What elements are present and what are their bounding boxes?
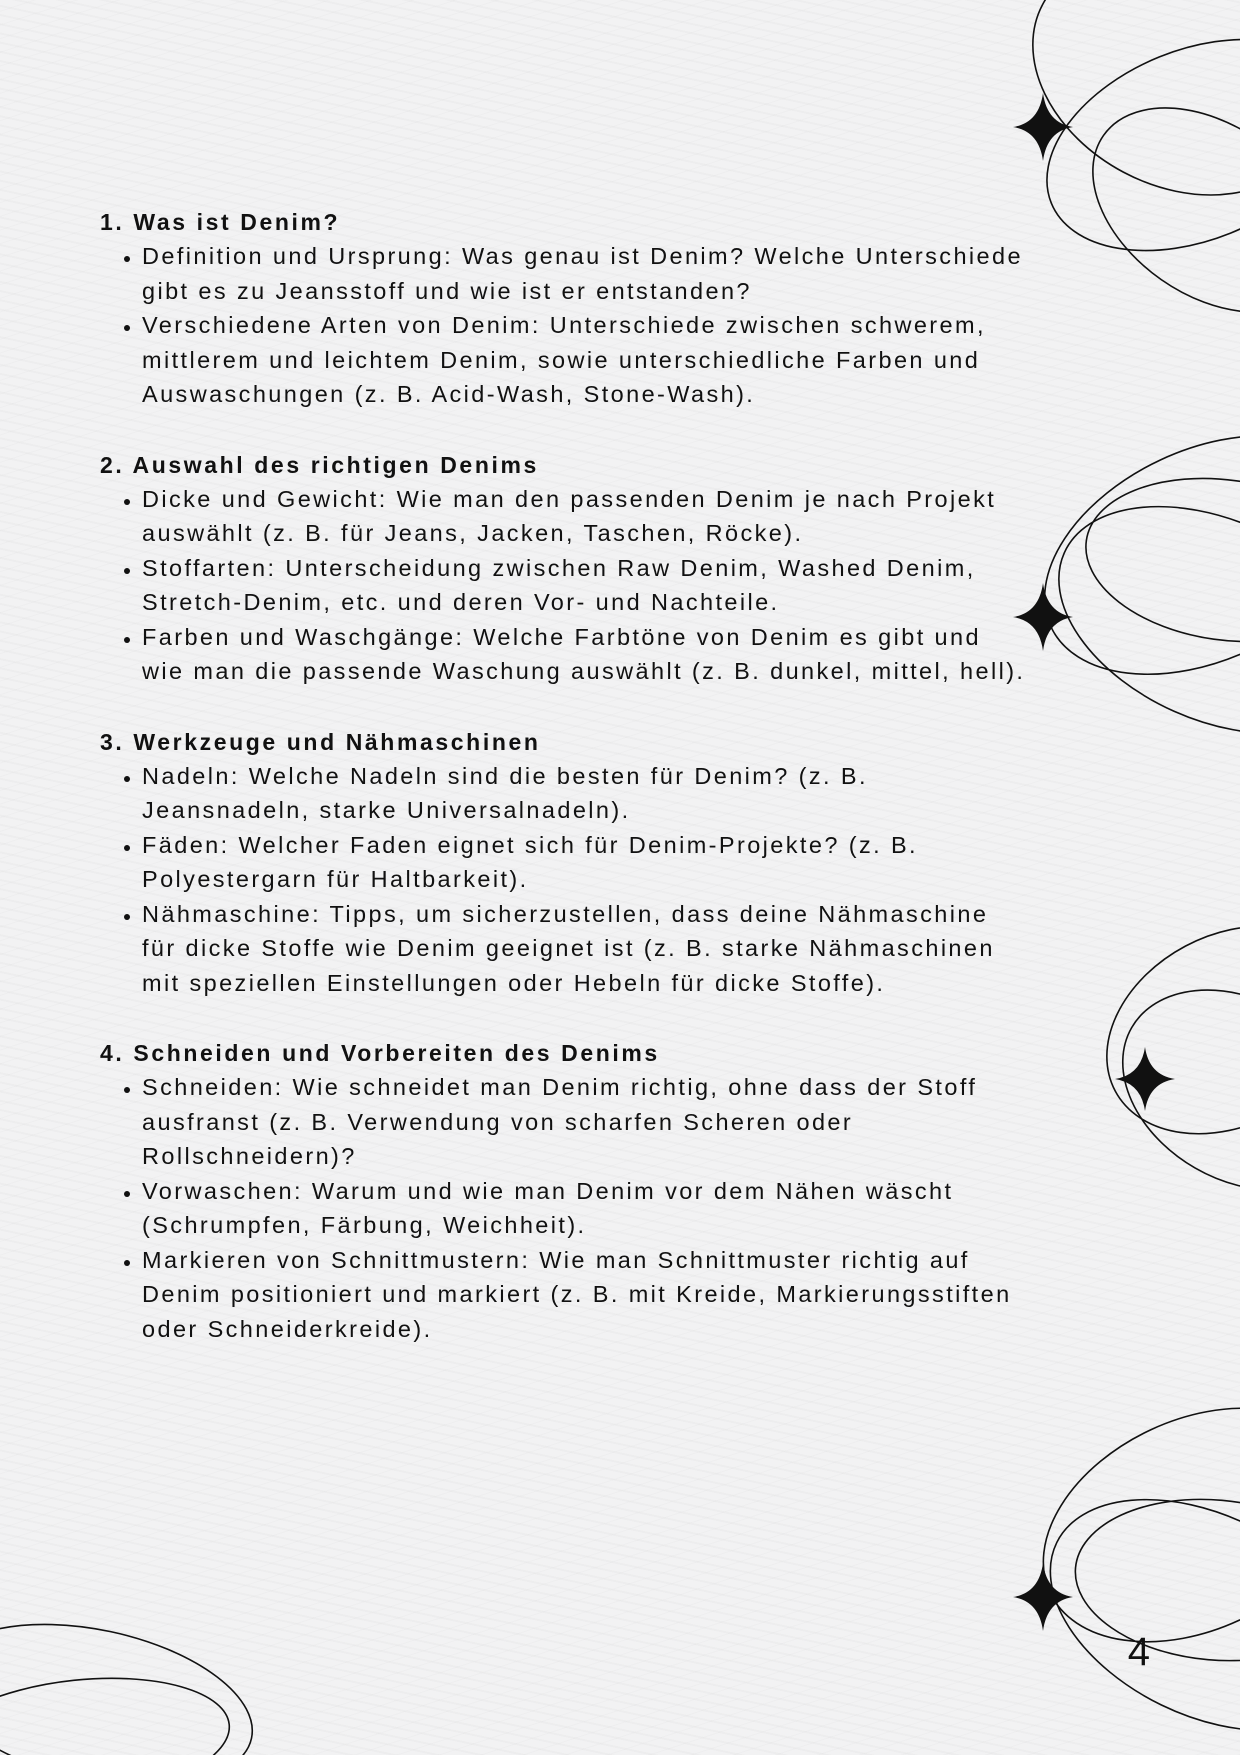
section-werkzeuge <box>100 725 1030 1001</box>
sparkle-star-icon <box>1013 93 1073 161</box>
list-item: • Nadeln: Welche Nadeln sind die besten für Denim? (z. B. Jeansnadeln, starke Universalnadeln). <box>142 759 1030 828</box>
section-was-ist-denim <box>100 205 1030 412</box>
page-number: 4 <box>1127 1630 1150 1674</box>
bullet-list <box>100 1070 1030 1346</box>
sparkle-star-icon <box>1013 1563 1073 1631</box>
list-item: • Farben und Waschgänge: Welche Farbtöne von Denim es gibt und wie man die passende Waschung auswählt (z. B. dunkel, mittel, hell). <box>142 620 1030 689</box>
list-item: • Verschiedene Arten von Denim: Unterschiede zwischen schwerem, mittlerem und leichtem Denim, sowie unterschiedliche Farben und Auswaschungen (z. B. Acid-Wash, Stone-Wash). <box>142 308 1030 412</box>
list-item: • Markieren von Schnittmustern: Wie man Schnittmuster richtig auf Denim positioniert und markiert (z. B. mit Kreide, Markierungsstiften oder Schneiderkreide). <box>142 1243 1030 1347</box>
list-item: • Stoffarten: Unterscheidung zwischen Raw Denim, Washed Denim, Stretch-Denim, etc. und deren Vor- und Nachteile. <box>142 551 1030 620</box>
document-content <box>100 205 1030 1382</box>
section-schneiden <box>100 1036 1030 1346</box>
section-heading: 1. Was ist Denim? <box>100 209 341 235</box>
bullet-list <box>100 239 1030 412</box>
list-item: • Vorwaschen: Warum und wie man Denim vor dem Nähen wäscht (Schrumpfen, Färbung, Weichheit). <box>142 1174 1030 1243</box>
list-item: • Fäden: Welcher Faden eignet sich für Denim-Projekte? (z. B. Polyestergarn für Haltbarkeit). <box>142 828 1030 897</box>
section-heading: 4. Schneiden und Vorbereiten des Denims <box>100 1040 660 1066</box>
section-auswahl-denim <box>100 448 1030 689</box>
bullet-list <box>100 759 1030 1001</box>
section-heading: 3. Werkzeuge und Nähmaschinen <box>100 728 541 755</box>
bullet-list <box>100 482 1030 689</box>
list-item: • Schneiden: Wie schneidet man Denim richtig, ohne dass der Stoff ausfranst (z. B. Verwendung von scharfen Scheren oder Rollschneidern)? <box>142 1070 1030 1174</box>
sparkle-star-icon <box>1115 1047 1175 1111</box>
list-item: • Dicke und Gewicht: Wie man den passenden Denim je nach Projekt auswählt (z. B. für Jeans, Jacken, Taschen, Röcke). <box>142 482 1030 551</box>
list-item: • Nähmaschine: Tipps, um sicherzustellen, dass deine Nähmaschine für dicke Stoffe wie Denim geeignet ist (z. B. starke Nähmaschinen mit speziellen Einstellungen oder Hebeln für dicke Stoffe). <box>142 897 1030 1001</box>
section-heading: 2. Auswahl des richtigen Denims <box>100 451 539 478</box>
list-item: • Definition und Ursprung: Was genau ist Denim? Welche Unterschiede gibt es zu Jeansstoff und wie ist er entstanden? <box>142 239 1030 308</box>
